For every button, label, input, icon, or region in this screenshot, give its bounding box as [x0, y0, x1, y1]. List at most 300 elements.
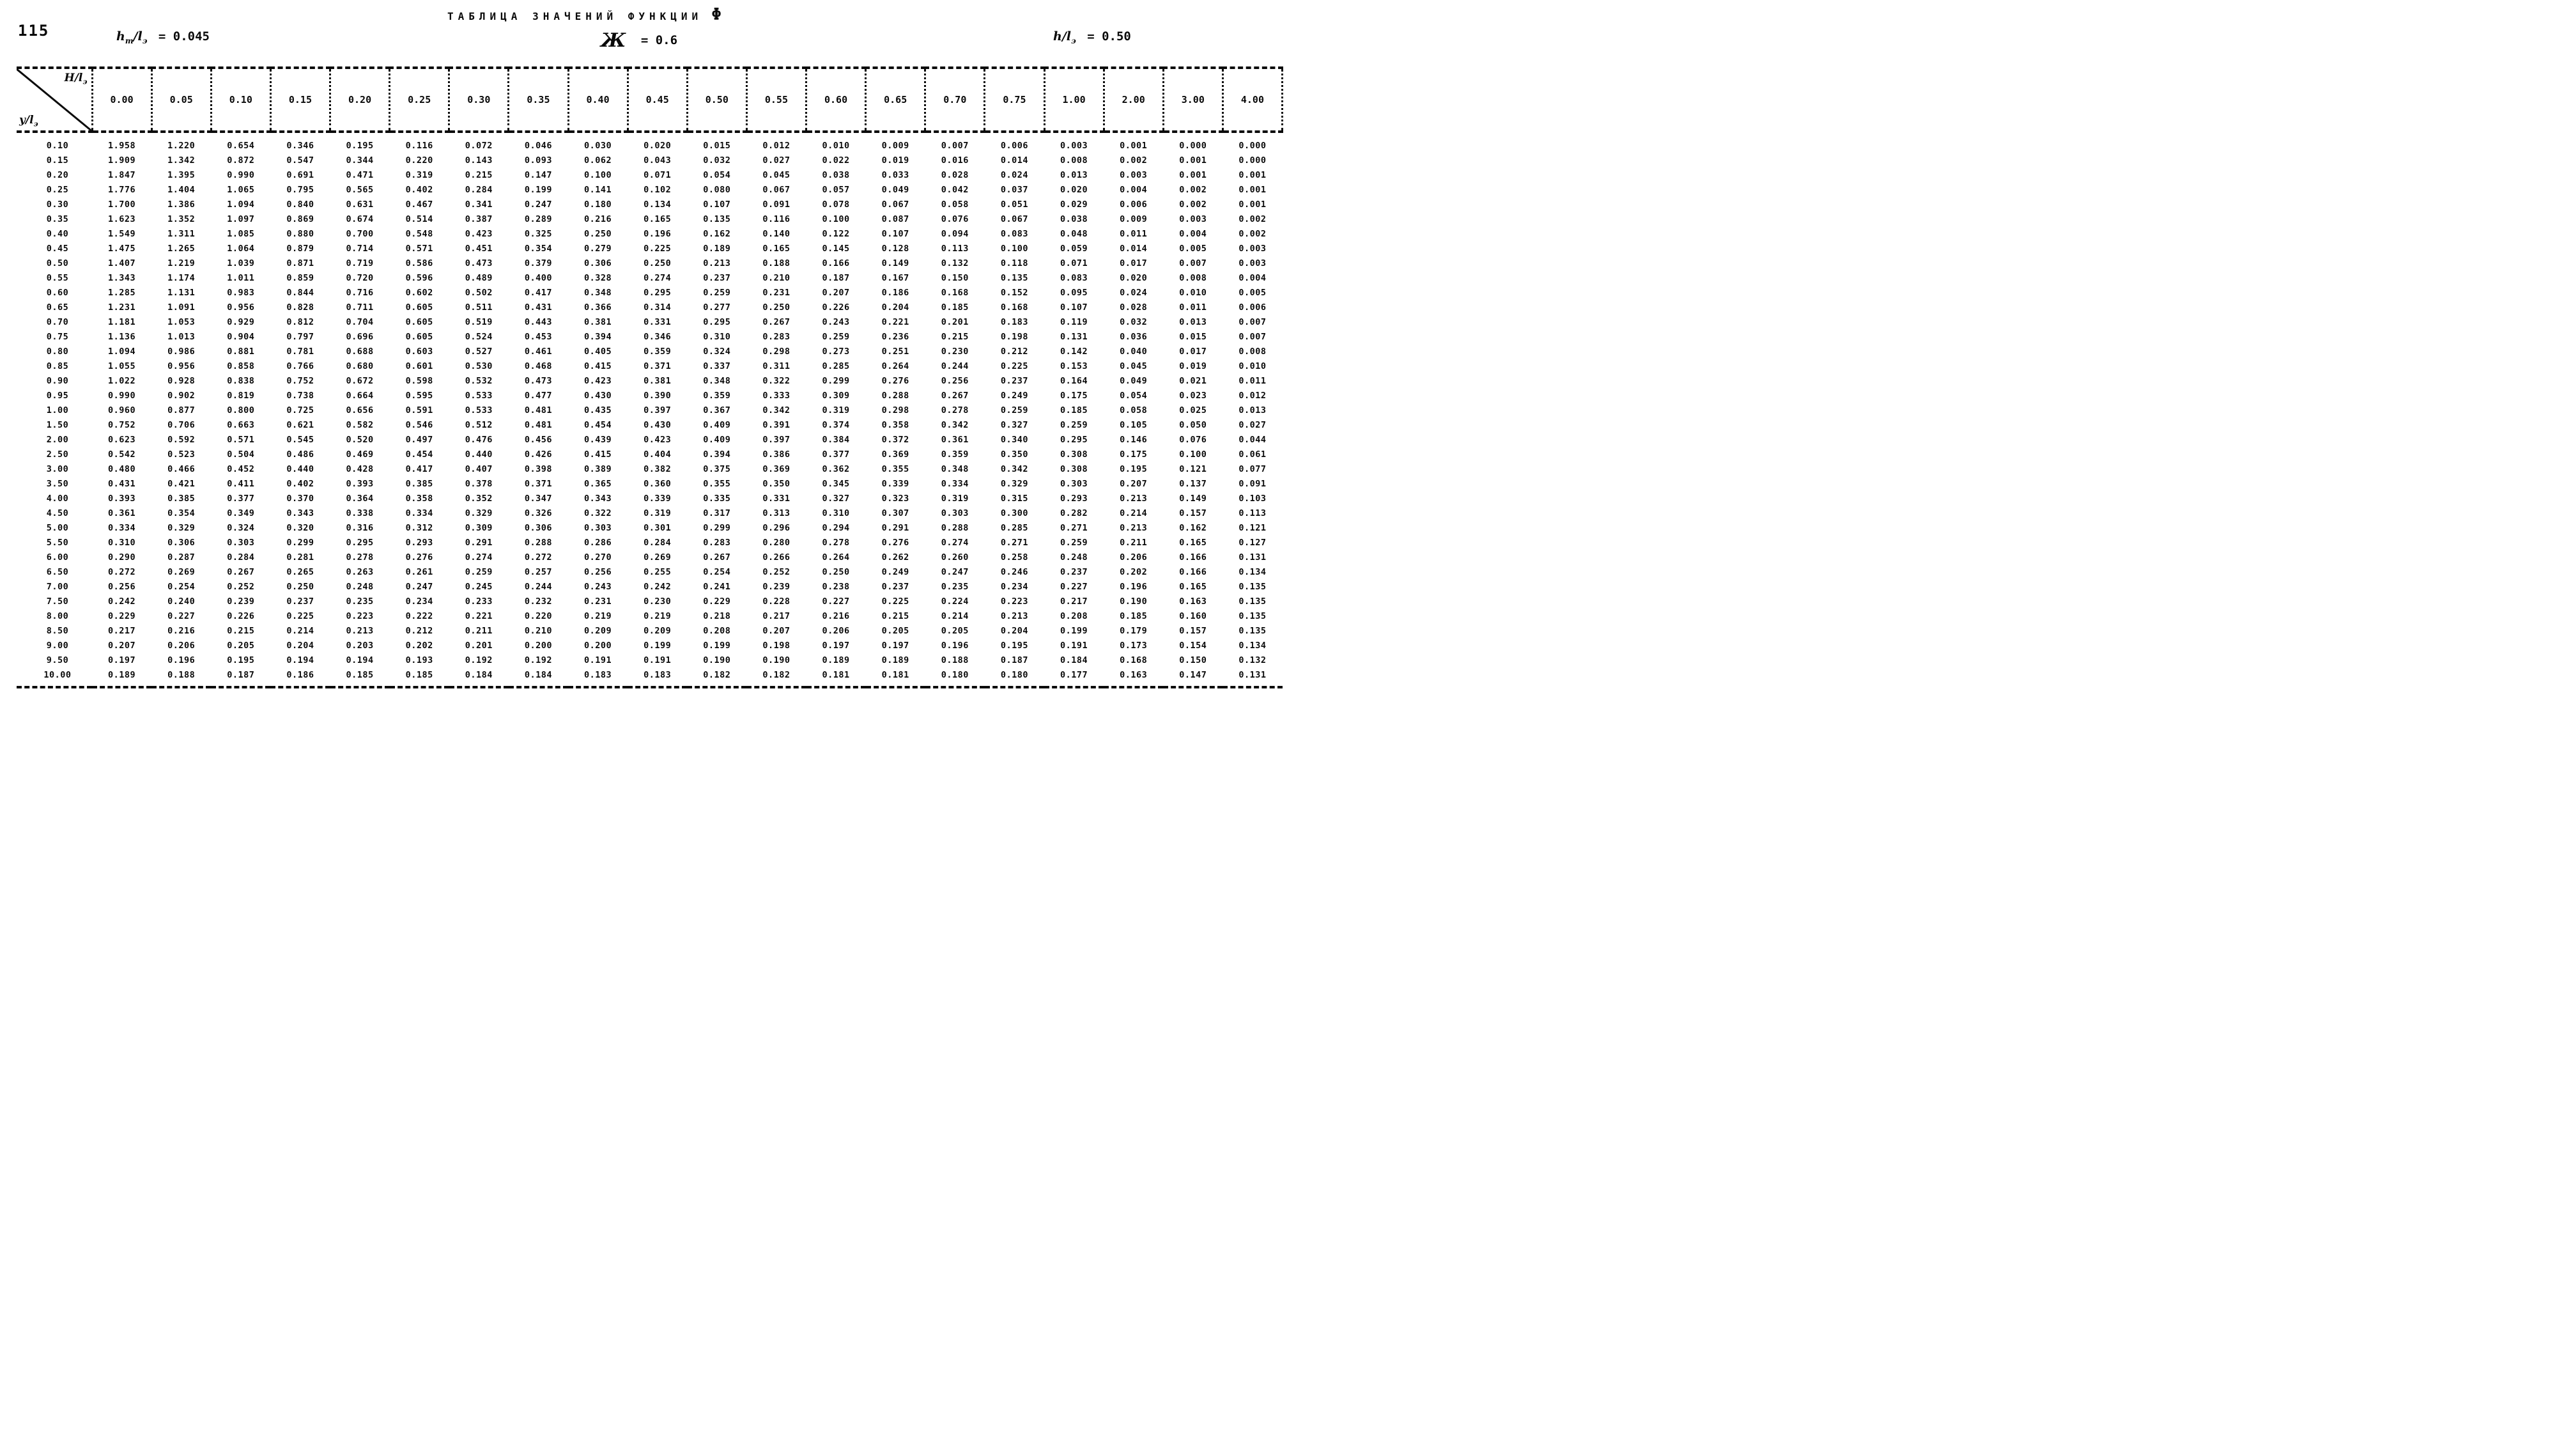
table-cell: 0.983	[227, 287, 255, 298]
table-cell: 0.278	[346, 552, 374, 563]
table-cell: 0.003	[1238, 258, 1267, 268]
table-cell: 0.269	[644, 552, 672, 563]
column-header: 0.45	[628, 68, 687, 132]
table-cell: 0.166	[1179, 552, 1207, 563]
table-cell: 0.002	[1120, 155, 1148, 166]
table-cell: 0.381	[644, 375, 672, 386]
table-cell: 0.331	[644, 316, 672, 327]
table-cell: 0.533	[465, 405, 493, 416]
table-cell: 0.307	[881, 508, 909, 518]
table-header-row	[17, 68, 1283, 132]
table-cell: 1.342	[167, 155, 196, 166]
table-cell: 0.199	[644, 640, 672, 651]
table-cell: 0.185	[941, 302, 969, 313]
table-cell: 0.547	[286, 155, 314, 166]
table-cell: 0.021	[1179, 375, 1207, 386]
table-cell: 0.956	[167, 361, 196, 371]
table-cell: 0.137	[1179, 478, 1207, 489]
table-row	[17, 609, 1283, 623]
table-cell: 0.195	[346, 140, 374, 151]
table-cell: 0.241	[703, 581, 731, 592]
table-cell: 0.263	[346, 566, 374, 577]
table-cell: 0.213	[1120, 493, 1148, 504]
table-cell: 0.135	[1238, 581, 1267, 592]
table-cell: 0.010	[1179, 287, 1207, 298]
row-label: 0.15	[46, 155, 69, 166]
row-label: 1.50	[46, 419, 69, 430]
table-cell: 0.213	[346, 625, 374, 636]
table-cell: 0.602	[405, 287, 433, 298]
table-cell: 0.370	[286, 493, 314, 504]
table-cell: 0.005	[1238, 287, 1267, 298]
table-cell: 0.240	[167, 596, 196, 607]
table-cell: 0.036	[1120, 331, 1148, 342]
table-cell: 0.165	[644, 214, 672, 224]
table-cell: 0.011	[1120, 228, 1148, 239]
table-cell: 0.181	[881, 669, 909, 680]
table-cell: 0.015	[1179, 331, 1207, 342]
table-cell: 0.323	[881, 493, 909, 504]
table-cell: 0.046	[524, 140, 552, 151]
table-cell: 0.591	[405, 405, 433, 416]
table-cell: 0.477	[524, 390, 552, 401]
table-cell: 0.306	[167, 537, 196, 548]
table-cell: 0.456	[524, 434, 552, 445]
table-cell: 0.334	[405, 508, 433, 518]
table-cell: 0.308	[1060, 463, 1088, 474]
table-cell: 0.384	[822, 434, 850, 445]
row-label: 8.00	[46, 610, 69, 621]
table-cell: 0.656	[346, 405, 374, 416]
table-cell: 0.700	[346, 228, 374, 239]
row-label: 0.55	[46, 272, 69, 283]
row-label: 1.00	[46, 405, 69, 416]
table-row	[17, 579, 1283, 594]
table-cell: 0.592	[167, 434, 196, 445]
table-cell: 0.150	[1179, 655, 1207, 665]
table-cell: 0.329	[465, 508, 493, 518]
table-cell: 0.235	[346, 596, 374, 607]
table-cell: 0.131	[1060, 331, 1088, 342]
table-row	[17, 550, 1283, 564]
table-cell: 0.359	[644, 346, 672, 357]
table-cell: 0.284	[227, 552, 255, 563]
table-cell: 0.002	[1179, 199, 1207, 210]
table-cell: 0.189	[881, 655, 909, 665]
table-cell: 0.113	[941, 243, 969, 254]
table-cell: 0.548	[405, 228, 433, 239]
row-label: 2.50	[46, 449, 69, 460]
table-cell: 0.218	[703, 610, 731, 621]
table-cell: 0.048	[1060, 228, 1088, 239]
row-label: 7.00	[46, 581, 69, 592]
table-cell: 0.002	[1179, 184, 1207, 195]
table-cell: 0.004	[1179, 228, 1207, 239]
table-cell: 0.454	[583, 419, 612, 430]
column-header: 0.10	[211, 68, 270, 132]
table-cell: 0.654	[227, 140, 255, 151]
table-cell: 0.255	[644, 566, 672, 577]
table-cell: 0.207	[107, 640, 136, 651]
table-cell: 0.871	[286, 258, 314, 268]
table-cell: 0.003	[1179, 214, 1207, 224]
parameter-zh	[601, 29, 677, 52]
table-cell: 0.838	[227, 375, 255, 386]
table-cell: 0.211	[1120, 537, 1148, 548]
table-cell: 0.738	[286, 390, 314, 401]
table-cell: 0.195	[1120, 463, 1148, 474]
table-cell: 0.404	[644, 449, 672, 460]
table-cell: 0.257	[524, 566, 552, 577]
row-label: 4.50	[46, 508, 69, 518]
table-cell: 0.271	[1000, 537, 1028, 548]
table-cell: 0.435	[583, 405, 612, 416]
table-cell: 0.497	[405, 434, 433, 445]
table-cell: 0.204	[286, 640, 314, 651]
table-cell: 0.428	[346, 463, 374, 474]
table-cell: 0.175	[1120, 449, 1148, 460]
table-cell: 0.080	[703, 184, 731, 195]
table-cell: 0.025	[1179, 405, 1207, 416]
table-cell: 0.473	[524, 375, 552, 386]
table-cell: 0.334	[941, 478, 969, 489]
table-cell: 0.185	[1060, 405, 1088, 416]
table-cell: 0.212	[1000, 346, 1028, 357]
table-cell: 0.062	[583, 155, 612, 166]
table-row	[17, 506, 1283, 520]
table-cell: 0.020	[1120, 272, 1148, 283]
table-cell: 0.019	[881, 155, 909, 166]
table-cell: 0.565	[346, 184, 374, 195]
table-row	[17, 638, 1283, 653]
table-cell: 0.230	[644, 596, 672, 607]
table-cell: 0.872	[227, 155, 255, 166]
table-cell: 0.001	[1238, 184, 1267, 195]
table-cell: 0.134	[644, 199, 672, 210]
param-left-name-sub: т	[125, 36, 134, 45]
row-label: 5.00	[46, 522, 69, 533]
table-cell: 0.024	[1000, 169, 1028, 180]
table-cell: 0.190	[703, 655, 731, 665]
table-cell: 0.024	[1120, 287, 1148, 298]
table-cell: 1.623	[107, 214, 136, 224]
table-row	[17, 623, 1283, 638]
table-cell: 0.208	[1060, 610, 1088, 621]
table-cell: 0.162	[1179, 522, 1207, 533]
table-cell: 0.131	[1238, 552, 1267, 563]
table-cell: 0.231	[583, 596, 612, 607]
table-row	[17, 270, 1283, 285]
table-cell: 0.003	[1238, 243, 1267, 254]
table-cell: 0.227	[1060, 581, 1088, 592]
table-cell: 0.812	[286, 316, 314, 327]
table-row	[17, 447, 1283, 462]
row-label: 0.25	[46, 184, 69, 195]
table-cell: 0.050	[1179, 419, 1207, 430]
table-cell: 0.211	[465, 625, 493, 636]
table-cell: 0.107	[703, 199, 731, 210]
table-cell: 0.032	[703, 155, 731, 166]
table-cell: 0.381	[583, 316, 612, 327]
table-cell: 0.299	[822, 375, 850, 386]
table-cell: 0.222	[405, 610, 433, 621]
table-cell: 0.929	[227, 316, 255, 327]
row-label: 0.60	[46, 287, 69, 298]
table-cell: 1.285	[107, 287, 136, 298]
table-cell: 0.022	[822, 155, 850, 166]
table-cell: 0.265	[286, 566, 314, 577]
table-cell: 0.147	[524, 169, 552, 180]
column-header: 0.30	[449, 68, 509, 132]
table-cell: 0.206	[822, 625, 850, 636]
table-cell: 0.325	[524, 228, 552, 239]
table-cell: 0.002	[1238, 228, 1267, 239]
table-cell: 0.100	[1000, 243, 1028, 254]
table-cell: 0.473	[465, 258, 493, 268]
table-cell: 0.377	[822, 449, 850, 460]
table-cell: 0.134	[1238, 640, 1267, 651]
table-cell: 0.372	[881, 434, 909, 445]
table-cell: 0.003	[1060, 140, 1088, 151]
table-cell: 0.200	[524, 640, 552, 651]
table-cell: 0.283	[762, 331, 791, 342]
table-cell: 0.245	[465, 581, 493, 592]
table-cell: 0.216	[167, 625, 196, 636]
table-cell: 0.216	[822, 610, 850, 621]
table-cell: 0.072	[465, 140, 493, 151]
table-cell: 0.430	[644, 419, 672, 430]
table-cell: 0.191	[644, 655, 672, 665]
table-cell: 0.235	[941, 581, 969, 592]
table-cell: 0.386	[762, 449, 791, 460]
table-cell: 0.132	[941, 258, 969, 268]
table-cell: 1.131	[167, 287, 196, 298]
table-cell: 0.902	[167, 390, 196, 401]
table-cell: 1.352	[167, 214, 196, 224]
table-cell: 0.007	[1238, 331, 1267, 342]
table-cell: 0.264	[881, 361, 909, 371]
table-cell: 0.225	[286, 610, 314, 621]
table-cell: 0.051	[1000, 199, 1028, 210]
table-cell: 0.017	[1120, 258, 1148, 268]
table-cell: 0.285	[822, 361, 850, 371]
table-cell: 0.417	[405, 463, 433, 474]
table-cell: 0.306	[583, 258, 612, 268]
table-cell: 0.187	[1000, 655, 1028, 665]
column-header: 2.00	[1104, 68, 1163, 132]
table-cell: 0.402	[286, 478, 314, 489]
table-cell: 0.605	[405, 316, 433, 327]
table-cell: 0.288	[881, 390, 909, 401]
table-cell: 0.781	[286, 346, 314, 357]
table-cell: 0.298	[762, 346, 791, 357]
table-cell: 0.291	[465, 537, 493, 548]
table-cell: 0.480	[107, 463, 136, 474]
table-cell: 0.132	[1238, 655, 1267, 665]
table-cell: 0.262	[881, 552, 909, 563]
table-cell: 0.247	[941, 566, 969, 577]
table-cell: 0.603	[405, 346, 433, 357]
table-cell: 0.184	[465, 669, 493, 680]
table-cell: 0.471	[346, 169, 374, 180]
table-cell: 0.192	[465, 655, 493, 665]
values-table-wrapper	[17, 66, 1283, 688]
table-cell: 0.272	[524, 552, 552, 563]
param-center-value: = 0.6	[640, 33, 678, 47]
table-cell: 0.452	[227, 463, 255, 474]
table-cell: 0.207	[822, 287, 850, 298]
table-cell: 0.358	[881, 419, 909, 430]
table-cell: 0.180	[1000, 669, 1028, 680]
table-cell: 1.136	[107, 331, 136, 342]
table-cell: 0.033	[881, 169, 909, 180]
table-cell: 0.248	[1060, 552, 1088, 563]
table-cell: 1.311	[167, 228, 196, 239]
table-cell: 0.209	[583, 625, 612, 636]
table-cell: 0.093	[524, 155, 552, 166]
table-cell: 0.000	[1238, 140, 1267, 151]
table-cell: 0.209	[644, 625, 672, 636]
table-cell: 0.185	[346, 669, 374, 680]
table-cell: 0.185	[405, 669, 433, 680]
table-cell: 0.199	[703, 640, 731, 651]
table-cell: 0.542	[107, 449, 136, 460]
table-cell: 0.440	[465, 449, 493, 460]
table-cell: 0.274	[941, 537, 969, 548]
table-cell: 0.319	[941, 493, 969, 504]
table-cell: 0.250	[822, 566, 850, 577]
table-cell: 0.364	[346, 493, 374, 504]
table-cell: 0.014	[1120, 243, 1148, 254]
table-cell: 0.004	[1120, 184, 1148, 195]
table-cell: 0.359	[941, 449, 969, 460]
table-cell: 0.504	[227, 449, 255, 460]
table-cell: 0.244	[941, 361, 969, 371]
column-header: 1.00	[1044, 68, 1104, 132]
table-cell: 0.324	[227, 522, 255, 533]
table-row	[17, 285, 1283, 300]
table-cell: 0.249	[881, 566, 909, 577]
table-cell: 0.163	[1120, 669, 1148, 680]
table-cell: 0.011	[1238, 375, 1267, 386]
table-cell: 0.322	[583, 508, 612, 518]
table-cell: 0.390	[644, 390, 672, 401]
table-cell: 0.308	[1060, 449, 1088, 460]
table-cell: 0.020	[1060, 184, 1088, 195]
table-cell: 0.237	[286, 596, 314, 607]
table-cell: 0.189	[822, 655, 850, 665]
table-cell: 0.423	[644, 434, 672, 445]
table-cell: 0.163	[1179, 596, 1207, 607]
table-cell: 0.003	[1120, 169, 1148, 180]
table-cell: 0.385	[167, 493, 196, 504]
table-cell: 0.004	[1238, 272, 1267, 283]
table-cell: 0.476	[465, 434, 493, 445]
table-cell: 0.704	[346, 316, 374, 327]
table-cell: 0.107	[1060, 302, 1088, 313]
table-cell: 0.091	[762, 199, 791, 210]
table-cell: 0.339	[881, 478, 909, 489]
table-cell: 0.198	[762, 640, 791, 651]
table-cell: 0.451	[465, 243, 493, 254]
table-cell: 0.186	[286, 669, 314, 680]
table-cell: 0.338	[346, 508, 374, 518]
table-cell: 0.389	[583, 463, 612, 474]
table-cell: 0.043	[644, 155, 672, 166]
table-cell: 0.301	[644, 522, 672, 533]
table-cell: 0.166	[1179, 566, 1207, 577]
table-cell: 0.688	[346, 346, 374, 357]
table-row	[17, 491, 1283, 506]
table-row	[17, 197, 1283, 212]
table-cell: 0.461	[524, 346, 552, 357]
table-cell: 0.276	[405, 552, 433, 563]
row-label: 0.70	[46, 316, 69, 327]
table-cell: 0.672	[346, 375, 374, 386]
table-cell: 0.012	[1238, 390, 1267, 401]
table-cell: 1.231	[107, 302, 136, 313]
table-cell: 0.102	[644, 184, 672, 195]
table-cell: 0.013	[1238, 405, 1267, 416]
table-cell: 0.183	[644, 669, 672, 680]
table-cell: 0.342	[1000, 463, 1028, 474]
param-left-den: l	[137, 29, 143, 43]
table-cell: 0.182	[762, 669, 791, 680]
table-cell: 0.990	[107, 390, 136, 401]
table-row	[17, 667, 1283, 687]
table-cell: 0.027	[762, 155, 791, 166]
table-cell: 0.596	[405, 272, 433, 283]
table-cell: 0.402	[405, 184, 433, 195]
table-cell: 1.220	[167, 140, 196, 151]
table-cell: 0.067	[762, 184, 791, 195]
table-cell: 0.797	[286, 331, 314, 342]
table-cell: 0.077	[1238, 463, 1267, 474]
table-cell: 1.011	[227, 272, 255, 283]
table-cell: 0.160	[1179, 610, 1207, 621]
table-cell: 0.157	[1179, 508, 1207, 518]
table-cell: 0.067	[881, 199, 909, 210]
row-label: 0.80	[46, 346, 69, 357]
table-cell: 0.706	[167, 419, 196, 430]
table-cell: 0.342	[762, 405, 791, 416]
table-cell: 0.309	[822, 390, 850, 401]
table-row	[17, 535, 1283, 550]
table-cell: 0.095	[1060, 287, 1088, 298]
table-cell: 0.880	[286, 228, 314, 239]
table-cell: 0.514	[405, 214, 433, 224]
table-cell: 0.001	[1238, 169, 1267, 180]
table-cell: 0.147	[1179, 669, 1207, 680]
table-cell: 0.423	[583, 375, 612, 386]
table-cell: 0.194	[286, 655, 314, 665]
table-cell: 0.341	[465, 199, 493, 210]
table-cell: 0.990	[227, 169, 255, 180]
table-cell: 0.719	[346, 258, 374, 268]
row-label: 3.00	[46, 463, 69, 474]
table-cell: 0.181	[822, 669, 850, 680]
table-cell: 0.299	[703, 522, 731, 533]
table-cell: 0.220	[405, 155, 433, 166]
table-cell: 0.204	[1000, 625, 1028, 636]
table-row	[17, 241, 1283, 256]
table-cell: 0.326	[524, 508, 552, 518]
row-label: 9.00	[46, 640, 69, 651]
table-cell: 0.191	[583, 655, 612, 665]
table-cell: 1.055	[107, 361, 136, 371]
table-cell: 0.180	[941, 669, 969, 680]
table-cell: 0.225	[1000, 361, 1028, 371]
